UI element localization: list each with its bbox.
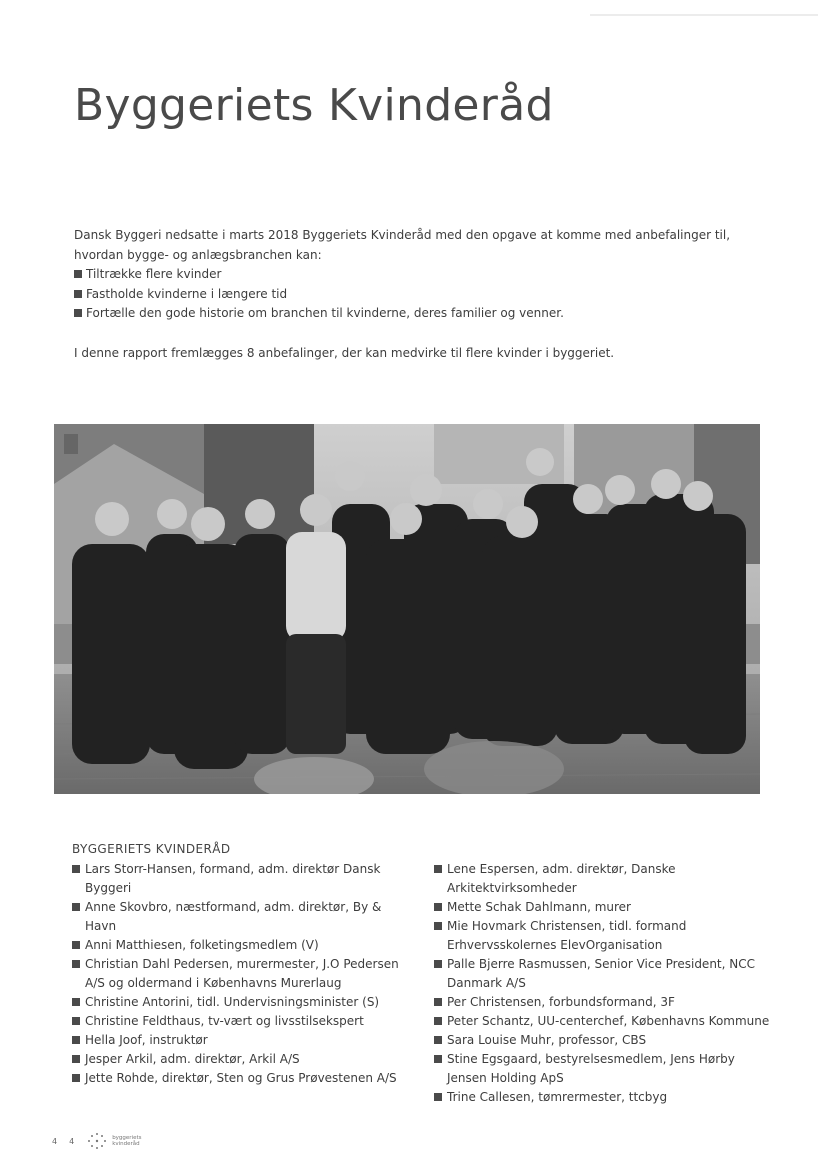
square-bullet-icon xyxy=(434,903,442,911)
council-member: Lene Espersen, adm. direktør, Danske Arkitektvirksomheder xyxy=(434,860,772,898)
square-bullet-icon xyxy=(72,1036,80,1044)
square-bullet-icon xyxy=(72,1074,80,1082)
intro-bullet: Tiltrække flere kvinder xyxy=(74,265,764,285)
square-bullet-icon xyxy=(434,998,442,1006)
council-member: Palle Bjerre Rasmussen, Senior Vice President, NCC Danmark A/S xyxy=(434,955,772,993)
square-bullet-icon xyxy=(72,998,80,1006)
square-bullet-icon xyxy=(72,903,80,911)
council-member: Christine Antorini, tidl. Undervisningsminister (S) xyxy=(72,993,410,1012)
page-title: Byggeriets Kvinderåd xyxy=(74,80,554,131)
page-number: 4 xyxy=(69,1136,75,1146)
square-bullet-icon xyxy=(434,1093,442,1101)
page-footer xyxy=(52,1132,142,1150)
council-member: Jette Rohde, direktør, Sten og Grus Prøvestenen A/S xyxy=(72,1069,410,1088)
council-member: Jesper Arkil, adm. direktør, Arkil A/S xyxy=(72,1050,410,1069)
council-member: Lars Storr-Hansen, formand, adm. direktør Dansk Byggeri xyxy=(72,860,410,898)
council-member: Mie Hovmark Christensen, tidl. formand Erhvervsskolernes ElevOrganisation xyxy=(434,917,772,955)
council-member: Anni Matthiesen, folketingsmedlem (V) xyxy=(72,936,410,955)
dots-logo-icon xyxy=(86,1132,108,1150)
intro-closing: I denne rapport fremlægges 8 anbefalinger, der kan medvirke til flere kvinder i byggeriet. xyxy=(74,345,615,360)
council-member: Sara Louise Muhr, professor, CBS xyxy=(434,1031,772,1050)
council-columns xyxy=(72,860,772,1107)
logo-line-1: byggeriets xyxy=(112,1135,142,1141)
square-bullet-icon xyxy=(74,290,82,298)
council-member: Christian Dahl Pedersen, murermester, J.O Pedersen A/S og oldermand i Københavns Murerlaug xyxy=(72,955,410,993)
council-member: Trine Callesen, tømrermester, ttcbyg xyxy=(434,1088,772,1107)
square-bullet-icon xyxy=(434,1036,442,1044)
council-section xyxy=(72,840,772,1107)
square-bullet-icon xyxy=(72,1055,80,1063)
intro-section xyxy=(74,226,764,363)
group-photo-illustration xyxy=(54,424,760,794)
top-rule xyxy=(590,14,818,16)
logo-line-2: kvinderåd xyxy=(112,1141,140,1147)
square-bullet-icon xyxy=(434,1055,442,1063)
logo-text xyxy=(112,1135,141,1147)
council-member: Per Christensen, forbundsformand, 3F xyxy=(434,993,772,1012)
square-bullet-icon xyxy=(434,922,442,930)
council-member: Christine Feldthaus, tv-vært og livsstilsekspert xyxy=(72,1012,410,1031)
council-right-column xyxy=(434,860,772,1107)
intro-bullet-list xyxy=(74,265,764,324)
intro-paragraph: Dansk Byggeri nedsatte i marts 2018 Byggeriets Kvinderåd med den opgave at komme med anbefalinger til, hvordan bygge- og anlægsbranchen kan: xyxy=(74,228,731,262)
page-number: 4 xyxy=(52,1136,58,1146)
square-bullet-icon xyxy=(434,865,442,873)
footer-logo xyxy=(86,1132,141,1150)
square-bullet-icon xyxy=(434,1017,442,1025)
square-bullet-icon xyxy=(72,1017,80,1025)
square-bullet-icon xyxy=(74,309,82,317)
square-bullet-icon xyxy=(72,865,80,873)
square-bullet-icon xyxy=(74,270,82,278)
council-member: Mette Schak Dahlmann, murer xyxy=(434,898,772,917)
square-bullet-icon xyxy=(72,960,80,968)
council-member: Anne Skovbro, næstformand, adm. direktør, By & Havn xyxy=(72,898,410,936)
council-member: Peter Schantz, UU-centerchef, Københavns Kommune xyxy=(434,1012,772,1031)
council-member: Stine Egsgaard, bestyrelsesmedlem, Jens Hørby Jensen Holding ApS xyxy=(434,1050,772,1088)
council-heading: BYGGERIETS KVINDERÅD xyxy=(72,842,231,856)
group-photo xyxy=(54,424,760,794)
intro-bullet: Fortælle den gode historie om branchen til kvinderne, deres familier og venner. xyxy=(74,304,764,324)
square-bullet-icon xyxy=(72,941,80,949)
council-member: Hella Joof, instruktør xyxy=(72,1031,410,1050)
square-bullet-icon xyxy=(434,960,442,968)
intro-bullet: Fastholde kvinderne i længere tid xyxy=(74,285,764,305)
council-left-column xyxy=(72,860,410,1107)
